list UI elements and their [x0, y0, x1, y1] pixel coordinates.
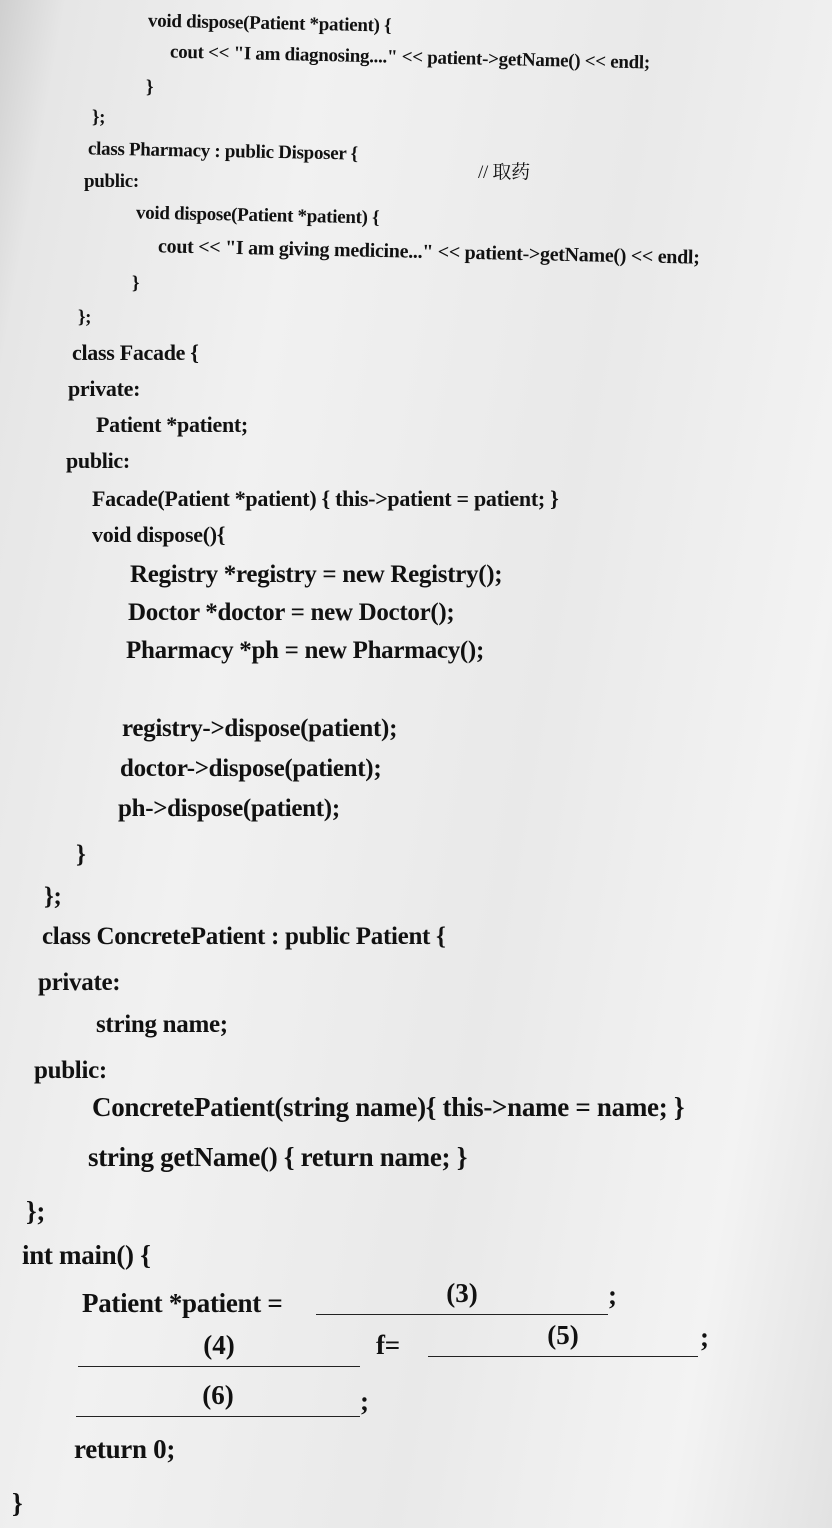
code-line: Pharmacy *ph = new Pharmacy(); — [126, 637, 484, 664]
code-line: cout << "I am diagnosing...." << patient->getName() << endl; — [169, 41, 651, 74]
code-line: ph->dispose(patient); — [118, 795, 340, 822]
code-line: class Facade { — [72, 340, 199, 365]
code-line: void dispose(){ — [92, 522, 226, 547]
code-line: ConcretePatient(string name){ this->name = name; } — [92, 1092, 685, 1122]
code-line: ; — [360, 1386, 369, 1416]
code-line: } — [12, 1488, 23, 1518]
code-line: string getName() { return name; } — [88, 1142, 468, 1172]
code-line: }; — [26, 1196, 46, 1226]
code-line: class ConcretePatient : public Patient { — [42, 923, 446, 950]
code-line: Patient *patient = — [82, 1288, 283, 1318]
answer-blank-4[interactable] — [78, 1332, 360, 1367]
code-line: } — [132, 273, 140, 294]
code-line: } — [146, 77, 154, 98]
code-line: Doctor *doctor = new Doctor(); — [128, 599, 455, 626]
blank-label: (6) — [202, 1380, 234, 1410]
code-line: string name; — [96, 1011, 228, 1038]
code-line: private: — [38, 969, 121, 996]
blank-label: (4) — [203, 1330, 235, 1360]
code-line: }; — [92, 107, 106, 128]
code-line: ; — [700, 1322, 709, 1352]
blank-label: (3) — [446, 1278, 478, 1308]
code-line: public: — [34, 1057, 107, 1084]
code-line: }; — [44, 883, 62, 910]
code-line: f= — [376, 1330, 400, 1360]
answer-blank-6[interactable] — [76, 1382, 360, 1417]
code-line: int main() { — [22, 1240, 151, 1270]
code-line: }; — [78, 307, 92, 328]
code-line: ; — [608, 1280, 617, 1310]
blank-label: (5) — [547, 1320, 579, 1350]
code-line: registry->dispose(patient); — [122, 715, 398, 742]
answer-blank-5[interactable] — [428, 1322, 698, 1357]
code-line: private: — [68, 376, 141, 401]
code-line: Facade(Patient *patient) { this->patient = patient; } — [92, 486, 559, 511]
code-line: class Pharmacy : public Disposer { — [87, 138, 358, 165]
code-line: public: — [66, 448, 130, 473]
answer-blank-3[interactable] — [316, 1280, 608, 1315]
code-line: void dispose(Patient *patient) { — [135, 202, 380, 229]
code-line: doctor->dispose(patient); — [120, 755, 382, 782]
code-line: } — [76, 841, 86, 868]
code-line: return 0; — [74, 1434, 176, 1464]
code-line: public: — [84, 171, 139, 192]
code-comment: // 取药 — [478, 162, 530, 183]
code-line: Registry *registry = new Registry(); — [130, 561, 503, 588]
code-line: cout << "I am giving medicine..." << patient->getName() << endl; — [157, 235, 700, 269]
code-line: void dispose(Patient *patient) { — [147, 10, 392, 37]
code-line: Patient *patient; — [96, 412, 248, 437]
